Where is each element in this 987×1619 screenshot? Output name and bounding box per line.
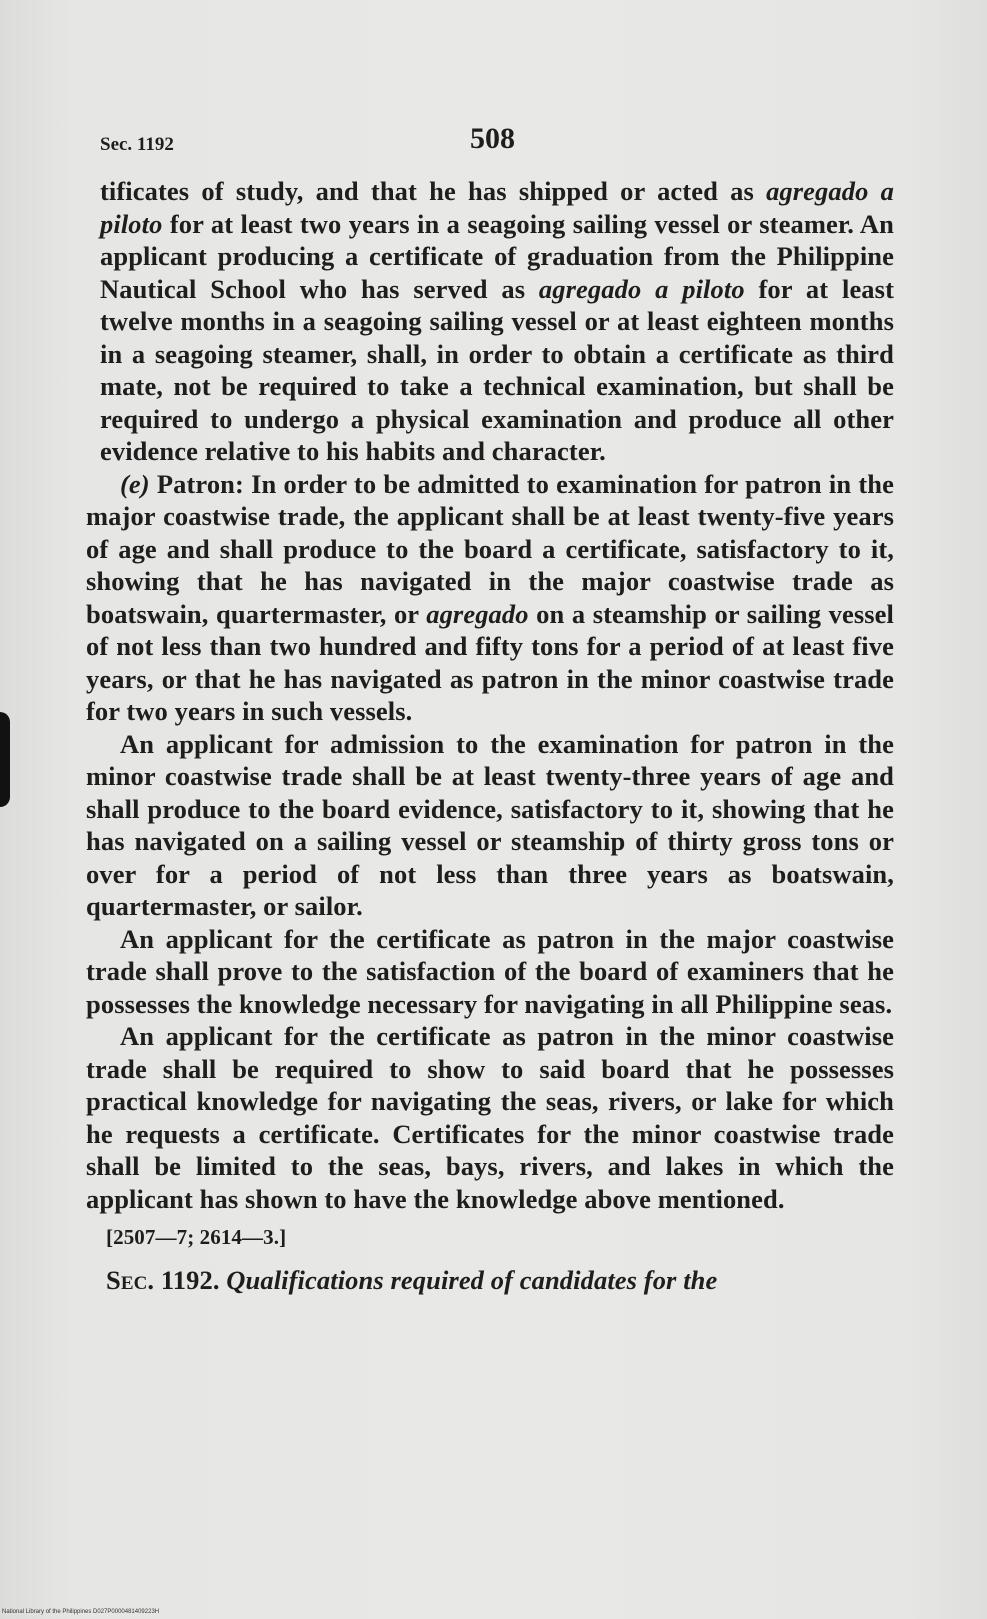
section-label: Sec. 1192 (100, 134, 174, 155)
page-header (100, 122, 880, 162)
legal-citation: [2507—7; 2614—3.] (106, 1225, 287, 1249)
italic-term: agregado a piloto (538, 273, 745, 304)
next-section-title: Qualifications required of candidates for the (226, 1264, 718, 1295)
italic-term: agregado a piloto (100, 176, 894, 239)
source-footer: National Library of the Philippines D027P0000481409223H (2, 1609, 160, 1615)
paragraph-continuation: tificates of study, and that he has shipped or acted as agregado a piloto for at least two years in a seagoing sailing vessel or steamer. An applicant producing a certificate of graduation from the Philippine Nautical School who has served as agregado a piloto for at least twelve months in a seagoing sailing vessel or at least eighteen months in a seagoing steamer, shall, in order to obtain a certificate as third mate, not be required to take a technical examination, but shall be required to undergo a physical examination and produce all other evidence relative to his habits and character. (100, 176, 894, 466)
paragraph-minor-trade-admission: An applicant for admission to the examination for patron in the minor coastwise trade shall be at least twenty-three years of age and shall produce to the board evidence, satisfactory to it, showing that he has navigated on a sailing vessel or steamship of thirty gross tons or over for a period of not less than three years as boatswain, quartermaster, or sailor. (86, 728, 894, 921)
next-section-label: Sec. 1192. (106, 1264, 220, 1295)
paragraph-minor-trade-knowledge: An applicant for the certificate as patron in the minor coastwise trade shall be required to show to said board that he possesses practical knowledge for navigating the seas, rivers, or lake for which he requests a certificate. Certificates for the minor coastwise trade shall be limited to the seas, bays, rivers, and lakes in which the applicant has shown to have the knowledge above mentioned. (86, 1021, 894, 1214)
page-number: 508 (470, 122, 515, 155)
subsection-label: (e) (120, 468, 150, 499)
page-body (86, 175, 894, 1296)
next-section-heading (86, 1264, 894, 1297)
paragraph-major-trade-knowledge: An applicant for the certificate as patron in the major coastwise trade shall prove to the satisfaction of the board of examiners that he possesses the knowledge necessary for navigating in all Philippine seas. (86, 923, 894, 1019)
scan-edge-mark (0, 712, 10, 807)
paragraph-patron: (e) Patron: In order to be admitted to examination for patron in the major coastwise trade, the applicant shall be at least twenty-five years of age and shall produce to the board a certificate, satisfactory to it, showing that he has navigated in the major coastwise trade as boatswain, quartermaster, or agregado on a steamship or sailing vessel of not less than two hundred and fifty tons for a period of at least five years, or that he has navigated as patron in the minor coastwise trade for two years in such vessels. (86, 468, 894, 726)
italic-term: agregado (426, 598, 529, 629)
